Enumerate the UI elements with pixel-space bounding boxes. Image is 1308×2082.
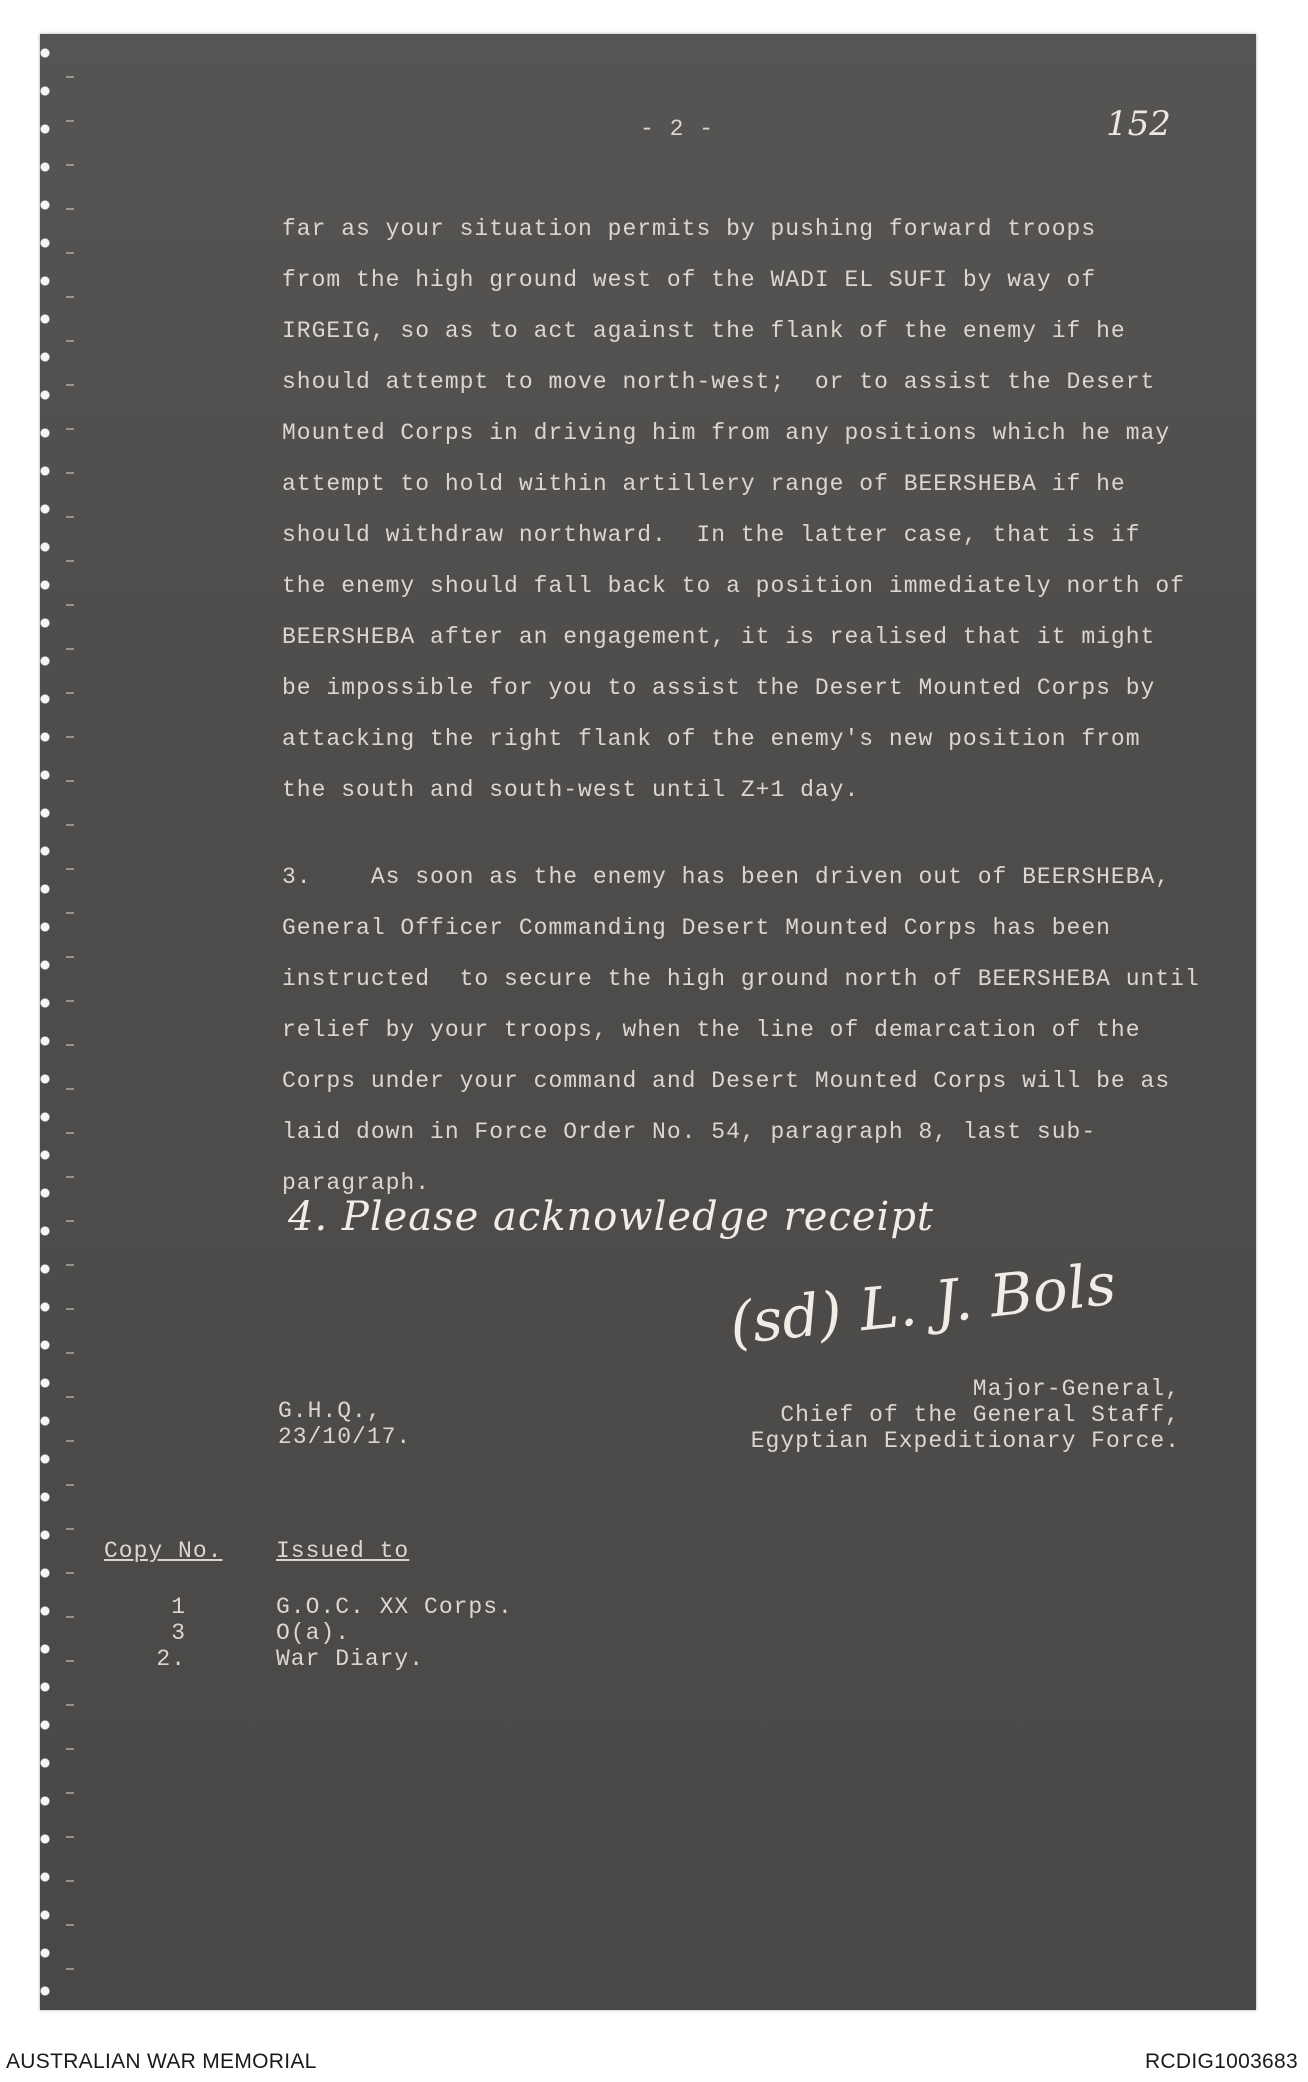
- perforated-edge: [40, 34, 62, 2010]
- text-line: instructed to secure the high ground north of BEERSHEBA until: [282, 966, 1200, 992]
- text-line: should attempt to move north-west; or to assist the Desert: [282, 369, 1156, 395]
- text-line: BEERSHEBA after an engagement, it is realised that it might: [282, 624, 1156, 650]
- text-line: far as your situation permits by pushing forward troops: [282, 216, 1097, 242]
- copy-number: 3: [171, 1620, 186, 1646]
- text-line: Mounted Corps in driving him from any positions which he may: [282, 420, 1171, 446]
- issued-to: G.O.C. XX Corps.: [276, 1594, 513, 1620]
- distribution-list: [104, 1594, 704, 1672]
- signatory-rank: Major-General,: [972, 1376, 1180, 1402]
- text-line: IRGEIG, so as to act against the flank of the enemy if he: [282, 318, 1126, 344]
- text-line: General Officer Commanding Desert Mounted Corps has been: [282, 915, 1111, 941]
- paragraph-continued: [282, 204, 1242, 816]
- text-line: laid down in Force Order No. 54, paragraph 8, last sub-: [282, 1119, 1097, 1145]
- issued-to-header: Issued to: [276, 1538, 410, 1564]
- text-line: relief by your troops, when the line of demarcation of the: [282, 1017, 1141, 1043]
- text-line: should withdraw northward. In the latter case, that is if: [282, 522, 1141, 548]
- signatory-force: Egyptian Expeditionary Force.: [750, 1428, 1180, 1454]
- copy-no-header: Copy No.: [104, 1538, 223, 1564]
- text-line: 3. As soon as the enemy has been driven out of BEERSHEBA,: [282, 864, 1171, 890]
- text-line: attempt to hold within artillery range of BEERSHEBA if he: [282, 471, 1126, 497]
- text-line: be impossible for you to assist the Desert Mounted Corps by: [282, 675, 1156, 701]
- issued-to: War Diary.: [276, 1646, 425, 1672]
- copy-number: 1: [171, 1594, 186, 1620]
- text-line: Corps under your command and Desert Mounted Corps will be as: [282, 1068, 1171, 1094]
- text-line: from the high ground west of the WADI EL SUFI by way of: [282, 267, 1097, 293]
- origin-date: 23/10/17.: [278, 1424, 412, 1450]
- text-line: paragraph.: [282, 1170, 431, 1196]
- distribution-row: [104, 1594, 704, 1620]
- text-line: the enemy should fall back to a position immediately north of: [282, 573, 1185, 599]
- copy-number: 2.: [156, 1646, 186, 1672]
- folio-number: 152: [1106, 104, 1171, 144]
- margin-ruling: [66, 34, 74, 2010]
- distribution-row: [104, 1646, 704, 1672]
- signatory-block: [751, 1376, 1180, 1454]
- page-number: - 2 -: [640, 116, 715, 142]
- paragraph-3: [282, 852, 1242, 1209]
- handwritten-acknowledgement: 4. Please acknowledge receipt: [288, 1194, 934, 1240]
- origin-place: G.H.Q.,: [278, 1398, 382, 1424]
- signature: (sd) L. J. Bols: [726, 1249, 1119, 1358]
- archive-reference: RCDIG1003683: [1144, 2050, 1298, 2073]
- text-line: the south and south-west until Z+1 day.: [282, 777, 860, 803]
- origin-block: [278, 1398, 411, 1450]
- text-line: attacking the right flank of the enemy's new position from: [282, 726, 1141, 752]
- distribution-row: [104, 1620, 704, 1646]
- signatory-title: Chief of the General Staff,: [780, 1402, 1180, 1428]
- issued-to: O(a).: [276, 1620, 351, 1646]
- archive-credit: AUSTRALIAN WAR MEMORIAL: [6, 2050, 317, 2073]
